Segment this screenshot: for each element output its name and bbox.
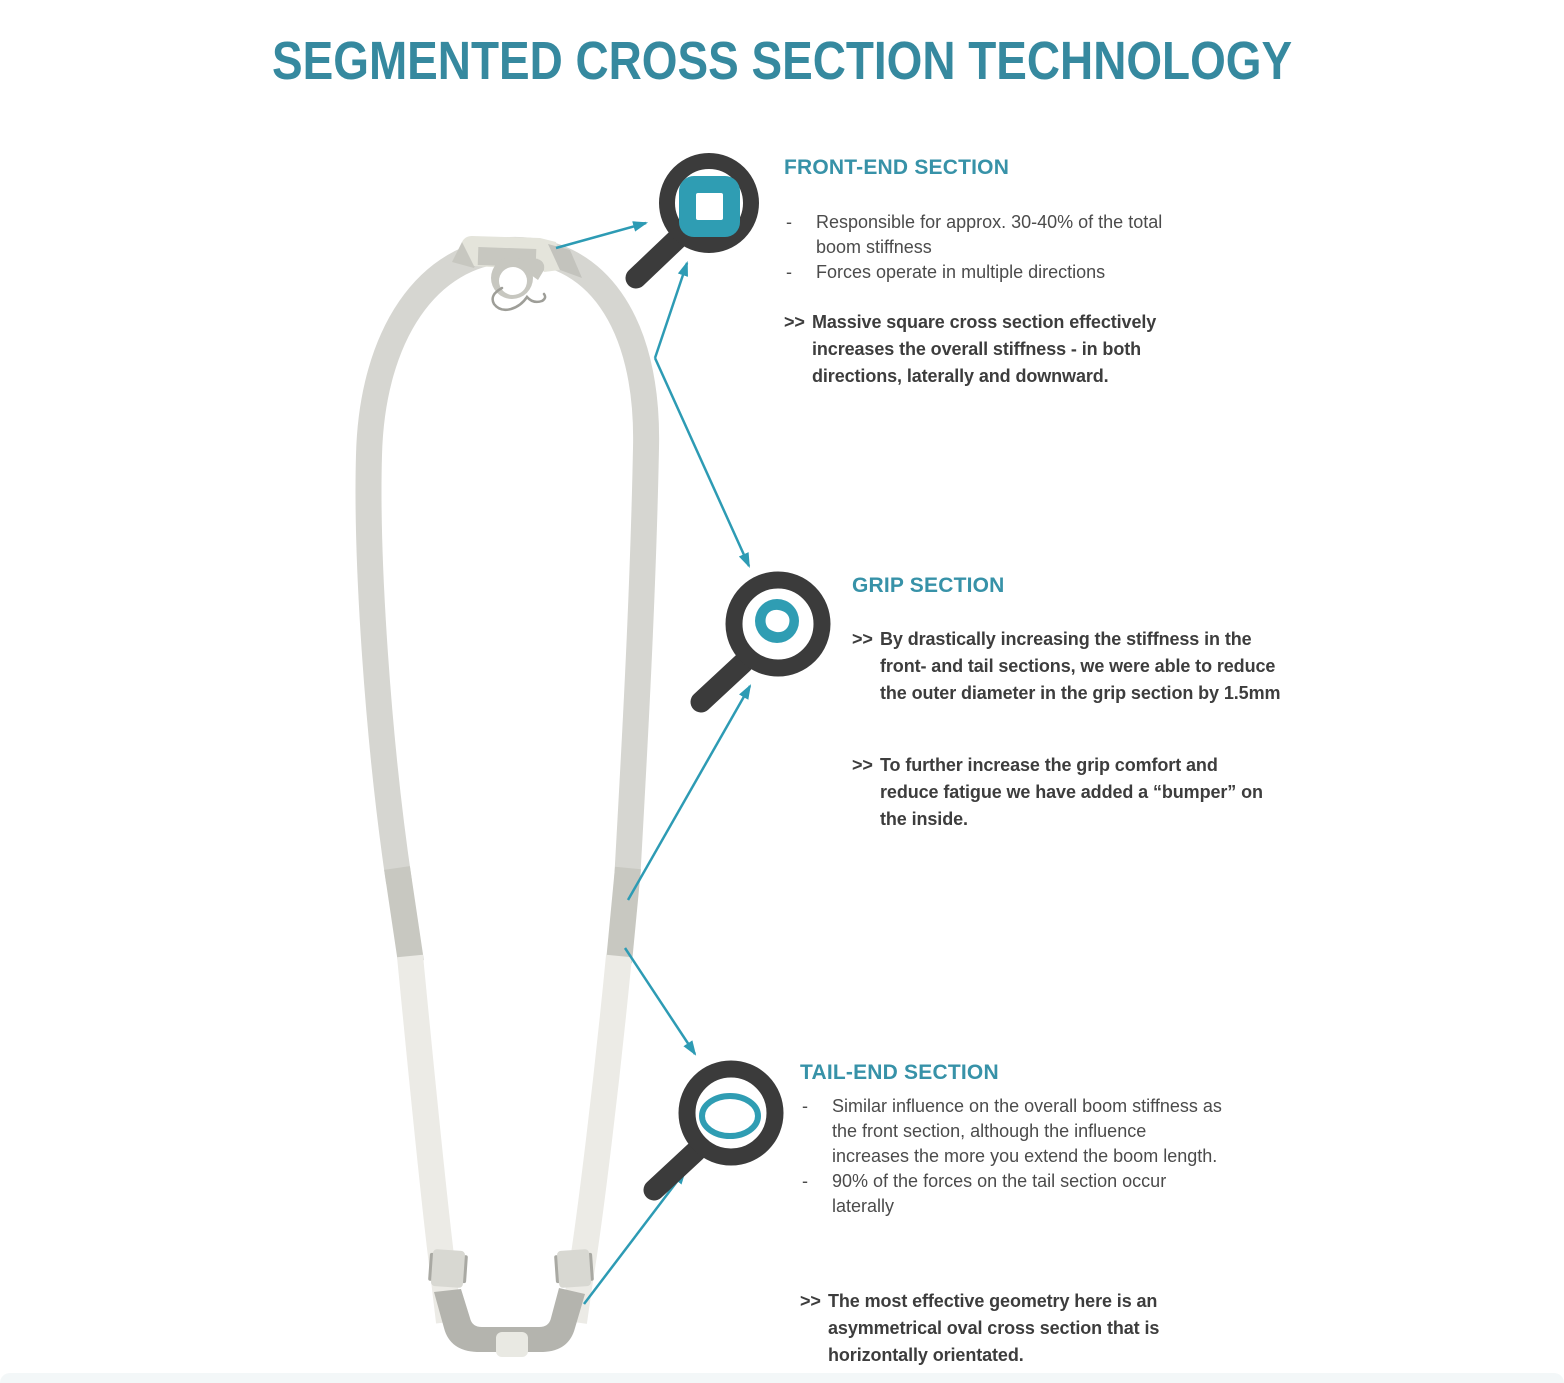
bullet-text: Forces operate in multiple directions (816, 262, 1106, 282)
collar-body (431, 1249, 466, 1288)
arrow-front-junction-to-grip-magnifier (655, 358, 749, 566)
collar-body (557, 1249, 592, 1288)
page-title: SEGMENTED CROSS SECTION TECHNOLOGY (271, 31, 1293, 91)
boom-joint-segment-right (619, 868, 628, 962)
grip-section-callout-1 (852, 626, 1287, 707)
tail-section-heading: TAIL-END SECTION (800, 1061, 999, 1084)
magnifier-round-cross-section-icon (701, 580, 822, 702)
boom-front-and-grip-tube (369, 250, 647, 882)
clamp-opening (499, 267, 527, 295)
round-cross-section-bore (766, 610, 790, 632)
boom-joint-segment-left (397, 868, 411, 962)
grip-section-heading: GRIP SECTION (852, 574, 1005, 597)
front-section-callout (784, 309, 1200, 390)
tail-section-bullets (802, 1094, 1222, 1219)
bullet-item (786, 210, 1210, 260)
arrow-front-junction-to-front-magnifier (655, 263, 687, 358)
bullet-item (802, 1169, 1222, 1219)
magnifier-oval-cross-section-icon (654, 1069, 775, 1190)
magnifier-handle (636, 239, 677, 278)
boom-illustration (369, 236, 647, 1357)
callout-prefix: >> (852, 629, 873, 649)
magnifier-handle (701, 663, 743, 702)
callout-text: By drastically increasing the stiffness in the front- and tail sections, we were able to reduce the outer diameter in the grip section by 1.5mm (880, 629, 1281, 703)
arrow-tail-junction-to-tail-magnifier (625, 948, 695, 1054)
bullet-marker: - (802, 1171, 808, 1191)
bullet-item (786, 260, 1210, 285)
grip-section-callout-2 (852, 752, 1272, 833)
magnifier-handle (654, 1151, 696, 1190)
callout-prefix: >> (852, 755, 873, 775)
bullet-text: Similar influence on the overall boom stiffness as the front section, although the influence increases the more you extend the boom length. (832, 1096, 1222, 1166)
callout-text: The most effective geometry here is an asymmetrical oval cross section that is horizontally orientated. (828, 1291, 1160, 1365)
magnifier-square-cross-section-icon (636, 161, 751, 278)
bullet-text: Responsible for approx. 30-40% of the total boom stiffness (816, 212, 1163, 257)
boom-collar-left (428, 1249, 468, 1289)
square-cross-section-bore (696, 193, 723, 220)
callout-prefix: >> (800, 1291, 821, 1311)
boom-collar-right (554, 1249, 594, 1289)
bullet-marker: - (786, 262, 792, 282)
bullet-marker: - (802, 1096, 808, 1116)
footer-band (0, 1373, 1564, 1383)
bullet-item (802, 1094, 1222, 1169)
callout-text: To further increase the grip comfort and reduce fatigue we have added a “bumper” on the inside. (880, 755, 1263, 829)
callout-prefix: >> (784, 312, 805, 332)
boom-tail-cleat (496, 1332, 528, 1357)
tail-section-callout (800, 1288, 1202, 1369)
bullet-marker: - (786, 212, 792, 232)
front-section-heading: FRONT-END SECTION (784, 156, 1010, 179)
bullet-text: 90% of the forces on the tail section occur laterally (832, 1171, 1167, 1216)
arrow-head-to-front-magnifier (556, 223, 646, 248)
callout-text: Massive square cross section effectively increases the overall stiffness - in both directions, laterally and downward. (812, 312, 1157, 386)
front-section-bullets (786, 210, 1210, 285)
